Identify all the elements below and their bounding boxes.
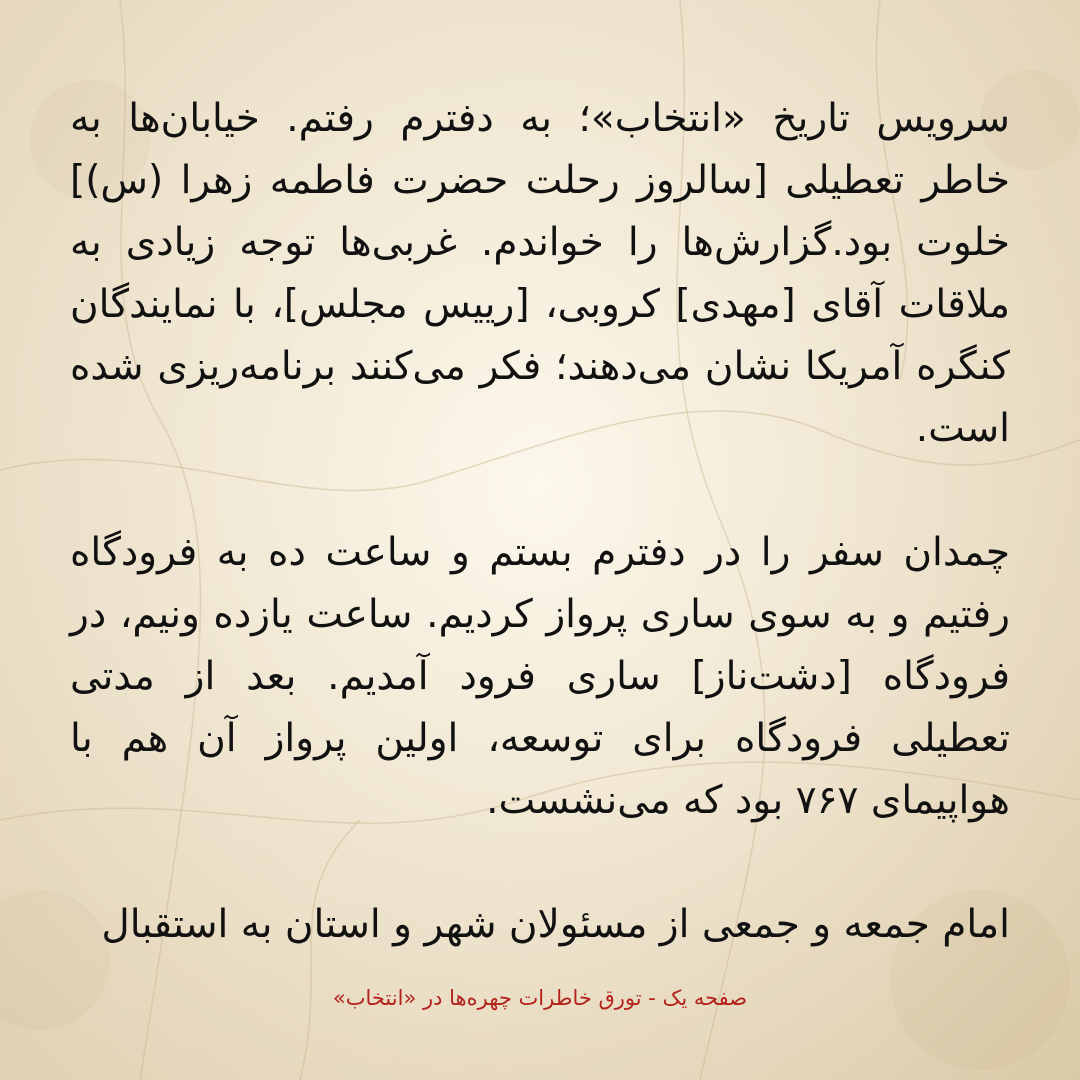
memoir-text-block: [70, 88, 1010, 956]
paragraph-2: چمدان سفر را در دفترم بستم و ساعت ده به فرودگاه رفتیم و به سوی ساری پرواز کردیم. ساعت یازده ونیم، در فرودگاه [دشت‌ناز] ساری فرود آمدیم. بعد از مدتی تعطیلی فرودگاه برای توسعه، اولین پرواز آن هم با هواپیمای ۷۶۷ بود که می‌نشست.: [70, 530, 1010, 823]
paragraph-3: امام جمعه و جمعی از مسئولان شهر و استان به استقبال: [101, 902, 1010, 947]
footer-caption: صفحه یک - تورق خاطرات چهره‌ها در «انتخاب»: [332, 986, 748, 1010]
paragraph-1: سرویس تاریخ «انتخاب»؛ به دفترم رفتم. خیابان‌ها به خاطر تعطیلی [سالروز رحلت حضرت فاطمه زهرا (س)] خلوت بود.گزارش‌ها را خواندم. غربی‌ها توجه زیادی به ملاقات آقای [مهدی] کروبی، [رییس مجلس]، با نمایندگان کنگره آمریکا نشان می‌دهند؛ فکر می‌کنند برنامه‌ریزی شده است.: [70, 96, 1010, 451]
